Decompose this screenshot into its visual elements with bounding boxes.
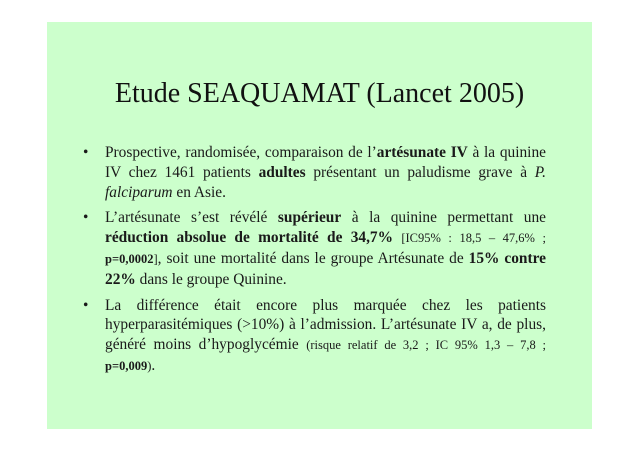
bullet-dot: • [83,144,89,161]
bold-text: adultes [258,163,306,181]
bullet-dot: • [83,209,89,227]
bullet-text: Prospective, randomisée, comparaison de l’ [105,144,377,161]
relative-risk: (risque relatif de 3,2 ; IC 95% 1,3 – 7,8 ; [306,338,546,353]
bullet-text: . [151,356,156,374]
slide-title: Etude SEAQUAMAT (Lancet 2005) [114,78,525,109]
bullet-text: L’artésunate s’est révélé [105,209,278,227]
relative-risk-end: ) [147,358,152,373]
bold-text: réduction absolue de mortalité de 34,7% [105,229,394,247]
bold-text: artésunate IV [376,144,468,161]
bullet-item [83,208,546,289]
bullet-text: présentant un paludisme grave à [305,163,535,181]
bold-text: 15% contre 22% [105,249,546,288]
bullet-item [83,296,546,377]
bullet-text: en Asie. [172,183,226,201]
bullet-text: La différence était encore plus marquée chez les patients hyperparasitémiques (>10%) à l’admission. L’artésunate IV a, de plus, généré moins d’hypoglycémie [105,296,546,354]
confidence-interval-end: ] [153,251,158,266]
bullet-item [83,143,546,202]
slide [47,22,592,429]
confidence-interval: [IC95% : 18,5 – 47,6% ; [401,231,546,246]
bullet-dot: • [83,296,89,314]
bullet-list [83,143,546,383]
bullet-text: à la quinine permettant une [341,209,546,227]
bullet-text: , soit une mortalité dans le groupe Artésunate de [157,249,469,267]
bold-text: supérieur [277,209,342,227]
bullet-text: à la quinine IV chez 1461 patients [105,144,546,181]
p-value: p=0,009 [105,358,148,373]
bullet-text: dans le groupe Quinine. [135,270,287,288]
p-value: p=0,0002 [105,251,154,266]
italic-text: P. falciparum [105,163,546,201]
